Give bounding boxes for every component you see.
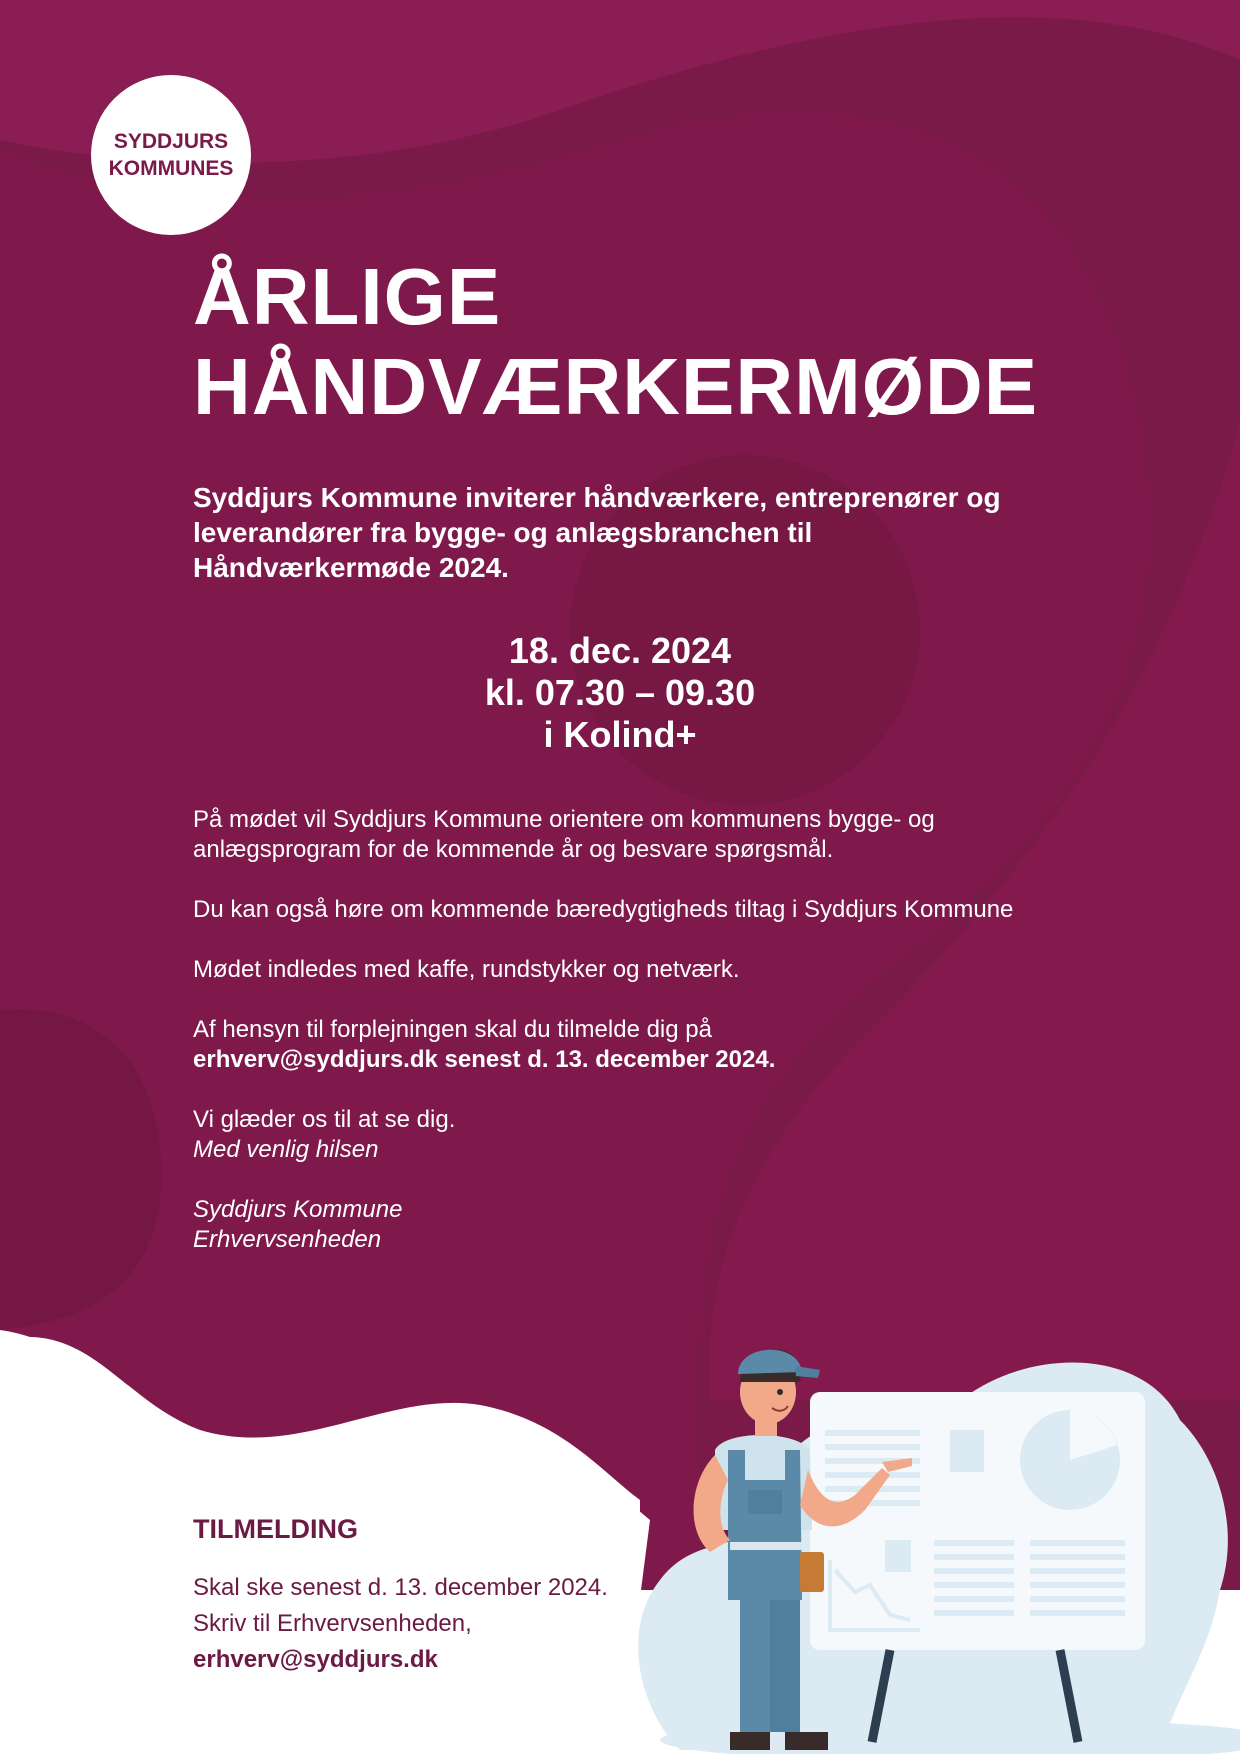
event-time: kl. 07.30 – 09.30	[484, 672, 756, 713]
signature-block	[193, 1195, 1033, 1255]
signature-line-1: Syddjurs Kommune	[193, 1196, 403, 1223]
intro-text: Syddjurs Kommune inviterer håndværkere, entreprenører og leverandører fra bygge- og anlægsbranchen til Håndværkermøde 2024.	[193, 482, 1001, 583]
body-text	[193, 805, 1033, 1285]
signature-line-2: Erhvervsenheden	[193, 1226, 382, 1253]
signup-line-2: Skriv til Erhvervsenheden,	[193, 1610, 472, 1637]
closing-text: Vi glæder os til at se dig.	[193, 1106, 456, 1133]
event-date: 18. dec. 2024	[508, 630, 732, 671]
worker-presenting-board-illustration	[620, 1330, 1240, 1754]
regards-text: Med venlig hilsen	[193, 1136, 379, 1163]
registration-text: Af hensyn til forplejningen skal du tilmelde dig på	[193, 1016, 712, 1043]
page-title	[193, 252, 1038, 432]
event-details	[400, 630, 840, 756]
signup-line-1: Skal ske senest d. 13. december 2024.	[193, 1574, 608, 1601]
paragraph-program: På mødet vil Syddjurs Kommune orientere om kommunens bygge- og anlægsprogram for de kommende år og besvare spørgsmål.	[193, 806, 935, 863]
signup-heading: TILMELDING	[193, 1514, 358, 1544]
closing-block	[193, 1105, 1033, 1165]
logo-line-2: KOMMUNES	[108, 157, 234, 180]
paragraph-coffee: Mødet indledes med kaffe, rundstykker og netværk.	[193, 956, 740, 983]
paragraph-registration	[193, 1015, 1033, 1075]
signup-email-link[interactable]: erhverv@syddjurs.dk	[193, 1646, 438, 1673]
logo	[91, 75, 251, 235]
event-place: i Kolind+	[543, 714, 697, 755]
title-line-1: ÅRLIGE	[193, 252, 502, 341]
registration-email-deadline[interactable]: erhverv@syddjurs.dk senest d. 13. december 2024.	[193, 1046, 776, 1073]
title-line-2: HÅNDVÆRKERMØDE	[193, 342, 1039, 431]
signup-section	[193, 1512, 673, 1678]
paragraph-sustainability: Du kan også høre om kommende bæredygtigheds tiltag i Syddjurs Kommune	[193, 896, 1014, 923]
logo-line-1: SYDDJURS	[113, 130, 229, 153]
